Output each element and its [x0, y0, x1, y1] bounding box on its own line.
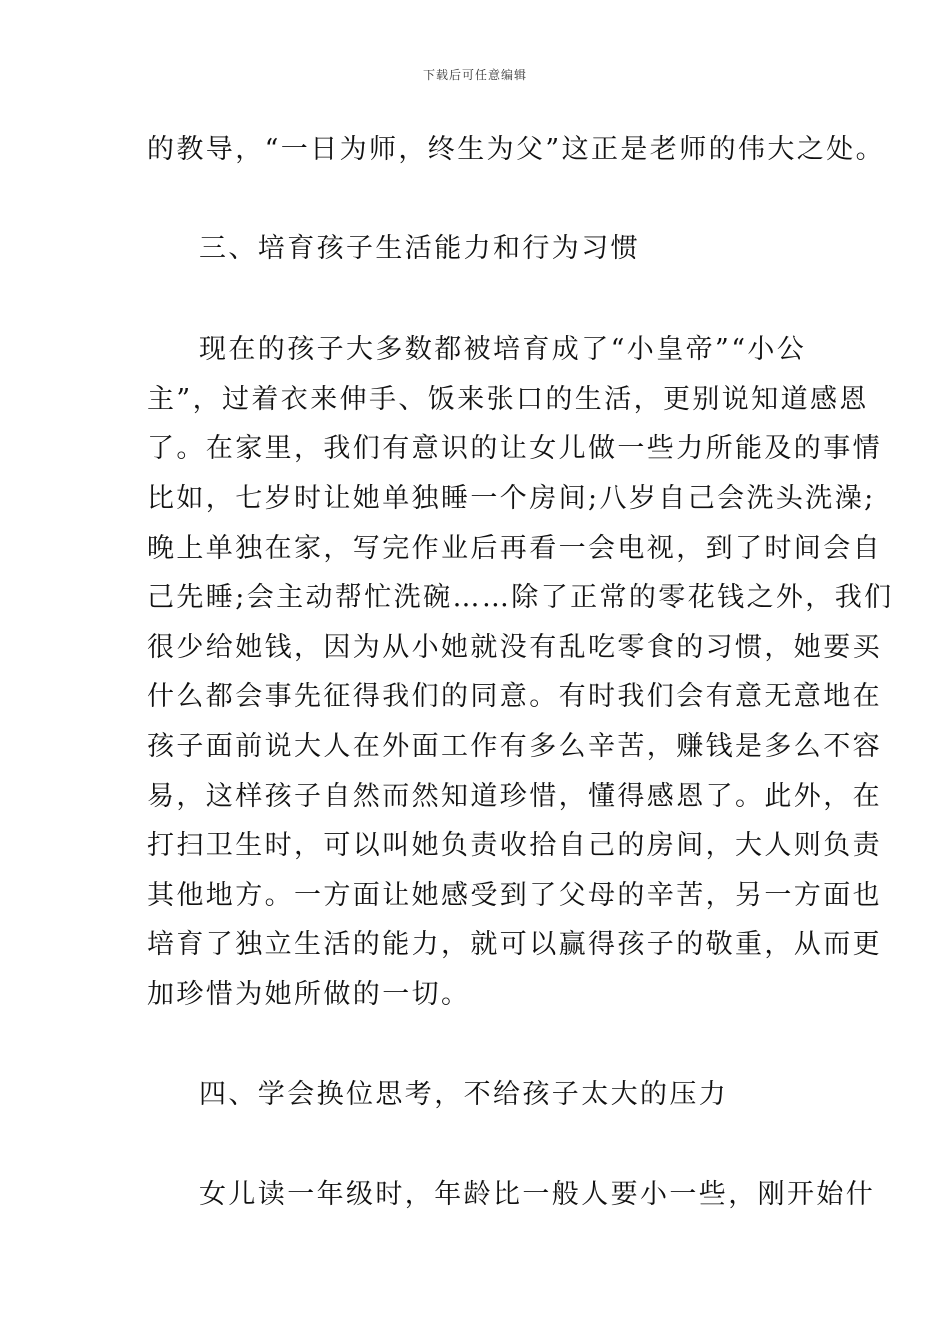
paragraph-line: 现在的孩子大多数都被培育成了“小皇帝”“小公: [199, 334, 807, 365]
paragraph-line: 培育了独立生活的能力，就可以赢得孩子的敬重，从而更: [147, 929, 882, 960]
paragraph-line: 己先睡;会主动帮忙洗碗……除了正常的零花钱之外，我们: [147, 582, 894, 613]
paragraph-line: 什么都会事先征得我们的同意。有时我们会有意无意地在: [147, 681, 882, 712]
paragraph-line: 其他地方。一方面让她感受到了父母的辛苦，另一方面也: [147, 880, 882, 911]
paragraph-line: 比如，七岁时让她单独睡一个房间;八岁自己会洗头洗澡;: [147, 483, 876, 514]
paragraph-line: 孩子面前说大人在外面工作有多么辛苦，赚钱是多么不容: [147, 731, 882, 762]
paragraph-line: 女儿读一年级时，年龄比一般人要小一些，刚开始什: [199, 1179, 876, 1210]
paragraph-line: 很少给她钱，因为从小她就没有乱吃零食的习惯，她要买: [147, 632, 882, 663]
section-heading: 四、学会换位思考，不给孩子太大的压力: [199, 1079, 729, 1110]
paragraph-line: 易，这样孩子自然而然知道珍惜，懂得感恩了。此外，在: [147, 781, 882, 812]
paragraph-line: 晚上单独在家，写完作业后再看一会电视，到了时间会自: [147, 533, 882, 564]
paragraph-line: 的教导，“一日为师，终生为父”这正是老师的伟大之处。: [147, 134, 886, 165]
paragraph-line: 主”，过着衣来伸手、饭来张口的生活，更别说知道感恩: [147, 384, 869, 415]
section-heading: 三、培育孩子生活能力和行为习惯: [199, 233, 640, 264]
paragraph-line: 了。在家里，我们有意识的让女儿做一些力所能及的事情: [147, 433, 882, 464]
page-header-note: 下载后可任意编辑: [422, 68, 527, 82]
paragraph-line: 加珍惜为她所做的一切。: [147, 979, 471, 1010]
paragraph-line: 打扫卫生时，可以叫她负责收拾自己的房间，大人则负责: [147, 830, 882, 861]
